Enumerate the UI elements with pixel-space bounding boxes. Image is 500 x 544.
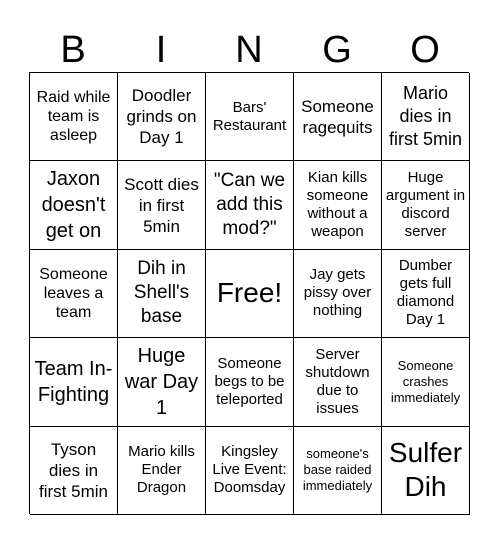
cell-text: Team In-Fighting (34, 357, 113, 406)
cell-text: someone's base raided immediately (302, 446, 373, 494)
bingo-cell[interactable] (206, 73, 294, 161)
bingo-cell[interactable] (30, 73, 118, 161)
bingo-cell[interactable] (382, 250, 470, 338)
header-letter-i: I (155, 29, 167, 71)
bingo-cell[interactable] (118, 250, 206, 338)
bingo-cell[interactable] (30, 427, 118, 515)
bingo-cell[interactable] (294, 161, 382, 249)
cell-text: Kingsley Live Event: Doomsday (212, 443, 287, 497)
bingo-cell[interactable] (30, 161, 118, 249)
header-letter-b: B (60, 29, 86, 71)
bingo-cell[interactable] (30, 338, 118, 426)
cell-text: Scott dies in first 5min (124, 174, 199, 236)
cell-text: Jaxon doesn't get on (41, 168, 106, 243)
cell-text: Tyson dies in first 5min (39, 439, 108, 501)
cell-text: Sulfer Dih (388, 437, 463, 503)
bingo-cell[interactable] (294, 250, 382, 338)
cell-text: Raid while team is asleep (36, 89, 111, 145)
bingo-cell[interactable] (382, 161, 470, 249)
bingo-cell[interactable] (206, 427, 294, 515)
bingo-cell[interactable] (30, 250, 118, 338)
bingo-cell[interactable] (118, 73, 206, 161)
bingo-cell[interactable] (382, 73, 470, 161)
cell-text: Someone ragequits (301, 96, 374, 137)
bingo-cell[interactable] (206, 338, 294, 426)
cell-text: Bars' Restaurant (212, 98, 287, 134)
cell-text: Someone crashes immediately (390, 357, 461, 405)
bingo-cell[interactable] (294, 427, 382, 515)
cell-text: Doodler grinds on Day 1 (126, 86, 197, 148)
cell-text: Mario dies in first 5min (388, 83, 462, 150)
bingo-cell[interactable] (382, 427, 470, 515)
bingo-cell[interactable] (118, 161, 206, 249)
bingo-cell[interactable] (118, 338, 206, 426)
cell-text: Jay gets pissy over nothing (303, 266, 372, 320)
cell-text: Someone begs to be teleported (214, 354, 285, 408)
bingo-cell[interactable] (206, 161, 294, 249)
header-letter-n: N (235, 29, 263, 71)
cell-text: "Can we add this mod?" (213, 170, 286, 240)
cell-text: Dumber gets full diamond Day 1 (396, 257, 455, 329)
bingo-header (29, 28, 469, 72)
bingo-cell[interactable] (118, 427, 206, 515)
cell-text: Kian kills someone without a weapon (306, 169, 369, 241)
cell-text: Huge argument in discord server (385, 169, 466, 241)
cell-text: Server shutdown due to issues (305, 345, 370, 417)
header-letter-o: O (410, 29, 440, 71)
cell-text: Mario kills Ender Dragon (128, 443, 195, 497)
bingo-grid (29, 72, 469, 514)
cell-text: Someone leaves a team (39, 265, 108, 321)
cell-text: Dih in Shell's base (133, 258, 190, 328)
bingo-cell[interactable] (382, 338, 470, 426)
free-space-text: Free! (216, 277, 283, 309)
bingo-cell[interactable] (294, 73, 382, 161)
cell-text: Huge war Day 1 (124, 344, 199, 419)
bingo-cell[interactable] (294, 338, 382, 426)
free-space-cell[interactable] (206, 250, 294, 338)
header-letter-g: G (322, 29, 352, 71)
